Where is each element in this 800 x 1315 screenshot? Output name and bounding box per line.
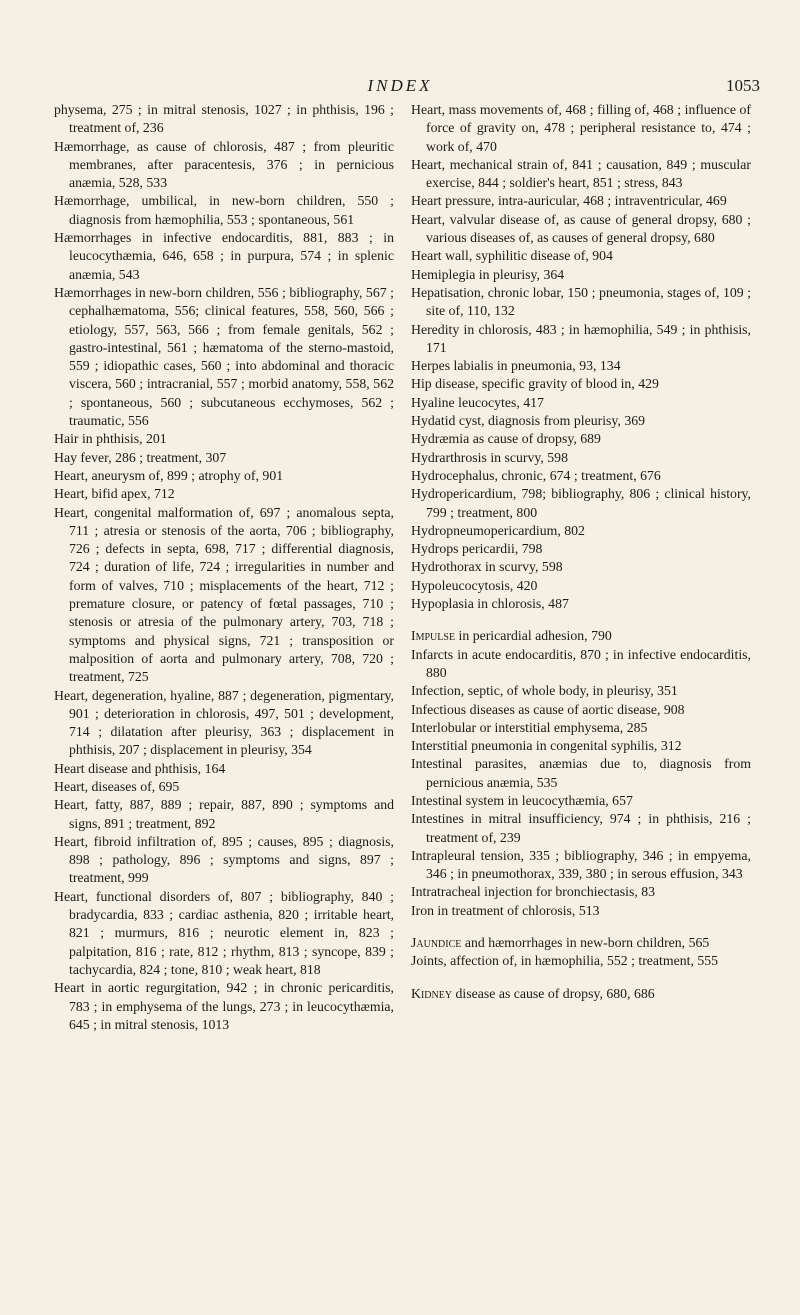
index-entry: Hydrocephalus, chronic, 674 ; treatment, 676: [411, 467, 661, 483]
index-entry: Hypoleucocytosis, 420: [411, 577, 538, 593]
index-entry: Hydatid cyst, diagnosis from pleurisy, 369: [411, 413, 646, 429]
index-entry: Hair in phthisis, 201: [54, 431, 167, 447]
index-entry: Intestines in mitral insufficiency, 974 ; in phthisis, 216 ; treatment of, 239: [411, 811, 751, 845]
index-entry: Infarcts in acute endocarditis, 870 ; in infective endocarditis, 880: [411, 646, 751, 680]
index-entry-lead: Impulse: [411, 628, 456, 644]
index-column-right: [411, 101, 751, 1003]
index-entry: Heart in aortic regurgitation, 942 ; in chronic pericarditis, 783 ; in emphysema of the lungs, 273 ; in leucocythæmia, 645 ; in mitral stenosis, 1013: [54, 980, 394, 1032]
index-entry: Heart, degeneration, hyaline, 887 ; degeneration, pigmentary, 901 ; deterioration in chlorosis, 497, 501 ; development, 714 ; dilatation after pleurisy, 363 ; displacement in phthisis, 207 ; displacement in pleurisy, 354: [54, 687, 394, 758]
index-column-left: [54, 101, 394, 1034]
index-entry-rest: disease as cause of dropsy, 680, 686: [452, 985, 655, 1001]
page-number: 1053: [726, 76, 760, 95]
index-entry: Hæmorrhages in new-born children, 556 ; bibliography, 567 ; cephalhæmatoma, 556; clinical features, 558, 560, 566 ; etiology, 557, 563, 566 ; from female genitals, 562 ; gastro-intestinal, 561 ; hæmatoma of the sterno-mastoid, 559 ; idiopathic cases, 560 ; into abdominal and thoracic viscera, 560 ; intracranial, 557 ; morbid anatomy, 558, 562 ; spontaneous, 560 ; subcutaneous ecchymoses, 562 ; traumatic, 556: [54, 284, 394, 429]
index-entry: Heart, valvular disease of, as cause of general dropsy, 680 ; various diseases of, as causes of general dropsy, 680: [411, 211, 751, 246]
index-entry: Hydropericardium, 798; bibliography, 806 ; clinical history, 799 ; treatment, 800: [411, 486, 751, 520]
index-entry: Herpes labialis in pneumonia, 93, 134: [411, 358, 621, 374]
index-entry: Heart, congenital malformation of, 697 ; anomalous septa, 711 ; atresia or stenosis of the aorta, 706 ; bibliography, 726 ; defects in septa, 698, 717 ; differential diagnosis, 724 ; duration of life, 724 ; irregularities in number and form of valves, 710 ; misplacements of the heart, 712 ; premature closure, or patency of fœtal passages, 710 ; stenosis or atresia of the pulmonary artery, 703, 718 ; symptoms and physical signs, 721 ; transposition or malposition of aorta and pulmonary artery, 708, 720 ; treatment, 725: [54, 504, 394, 685]
index-entry: Intestinal system in leucocythæmia, 657: [411, 792, 633, 808]
index-entry: Hyaline leucocytes, 417: [411, 394, 544, 410]
index-entry-lead: Kidney: [411, 985, 453, 1001]
index-entry: Hip disease, specific gravity of blood in, 429: [411, 376, 659, 392]
index-entry-rest: and hæmorrhages in new-born children, 565: [461, 935, 710, 951]
index-entry: Interlobular or interstitial emphysema, 285: [411, 719, 648, 735]
index-entry: Heart, fibroid infiltration of, 895 ; causes, 895 ; diagnosis, 898 ; pathology, 896 ; symptoms and signs, 897 ; treatment, 999: [54, 833, 394, 886]
index-entry: Intratracheal injection for bronchiectasis, 83: [411, 884, 656, 900]
page-header: [0, 0, 800, 95]
index-entry-lead: Jaundice: [411, 935, 462, 951]
index-entry: Hypoplasia in chlorosis, 487: [411, 596, 569, 612]
index-entry: Joints, affection of, in hæmophilia, 552 ; treatment, 555: [411, 953, 719, 969]
running-title: INDEX: [367, 76, 433, 95]
index-entry: Heart, functional disorders of, 807 ; bibliography, 840 ; bradycardia, 833 ; cardiac asthenia, 820 ; irritable heart, 821 ; murmurs, 816 ; neurotic element in, 823 ; palpitation, 816 ; rate, 812 ; rhythm, 813 ; syncope, 839 ; tachycardia, 824 ; tone, 810 ; weak heart, 818: [54, 888, 394, 977]
index-entry: Heart, fatty, 887, 889 ; repair, 887, 890 ; symptoms and signs, 891 ; treatment, 892: [54, 797, 394, 831]
index-entry: Hay fever, 286 ; treatment, 307: [54, 449, 227, 465]
index-entry: Hydrothorax in scurvy, 598: [411, 559, 563, 575]
index-entry: Intestinal parasites, anæmias due to, diagnosis from pernicious anæmia, 535: [411, 756, 751, 790]
index-entry: [411, 934, 751, 952]
index-entry: Hæmorrhages in infective endocarditis, 881, 883 ; in leucocythæmia, 646, 658 ; in purpura, 574 ; in splenic anæmia, 543: [54, 230, 394, 282]
index-entry: Heart, mass movements of, 468 ; filling of, 468 ; influence of force of gravity on, 478 ; peripheral resistance to, 474 ; work of, 470: [411, 102, 751, 154]
index-entry: Hydræmia as cause of dropsy, 689: [411, 431, 601, 447]
index-entry: [411, 985, 751, 1003]
index-entry: Iron in treatment of chlorosis, 513: [411, 902, 600, 918]
index-entry: Heart, mechanical strain of, 841 ; causation, 849 ; muscular exercise, 844 ; soldier's heart, 851 ; stress, 843: [411, 156, 751, 191]
index-entry: Hæmorrhage, umbilical, in new-born children, 550 ; diagnosis from hæmophilia, 553 ; spontaneous, 561: [54, 193, 394, 227]
index-entry: Interstitial pneumonia in congenital syphilis, 312: [411, 738, 682, 754]
index-entry: Hydrarthrosis in scurvy, 598: [411, 449, 568, 465]
index-entry: physema, 275 ; in mitral stenosis, 1027 ; in phthisis, 196 ; treatment of, 236: [54, 102, 394, 136]
index-entry: Hydropneumopericardium, 802: [411, 522, 585, 538]
index-entry: Infectious diseases as cause of aortic disease, 908: [411, 701, 685, 717]
index-entry: Hydrops pericardii, 798: [411, 541, 543, 557]
index-entry: Heart wall, syphilitic disease of, 904: [411, 248, 613, 264]
index-entry: Infection, septic, of whole body, in pleurisy, 351: [411, 683, 678, 699]
index-entry: Hepatisation, chronic lobar, 150 ; pneumonia, stages of, 109 ; site of, 110, 132: [411, 284, 751, 319]
index-entry: Heart disease and phthisis, 164: [54, 760, 226, 776]
index-entry: Hemiplegia in pleurisy, 364: [411, 266, 565, 282]
index-entry: Intrapleural tension, 335 ; bibliography, 346 ; in empyema, 346 ; in pneumothorax, 339, 380 ; in serous effusion, 343: [411, 847, 751, 882]
index-entry: [411, 627, 751, 645]
index-entry: Heart, aneurysm of, 899 ; atrophy of, 901: [54, 467, 284, 483]
index-entry: Heart, bifid apex, 712: [54, 486, 175, 502]
index-entry: Hæmorrhage, as cause of chlorosis, 487 ; from pleuritic membranes, after paracentesis, 376 ; in pernicious anæmia, 528, 533: [54, 138, 394, 191]
index-entry-rest: in pericardial adhesion, 790: [455, 628, 612, 644]
index-entry: Heart pressure, intra-auricular, 468 ; intraventricular, 469: [411, 193, 727, 209]
index-entry: Heart, diseases of, 695: [54, 778, 180, 794]
index-entry: Heredity in chlorosis, 483 ; in hæmophilia, 549 ; in phthisis, 171: [411, 321, 751, 355]
